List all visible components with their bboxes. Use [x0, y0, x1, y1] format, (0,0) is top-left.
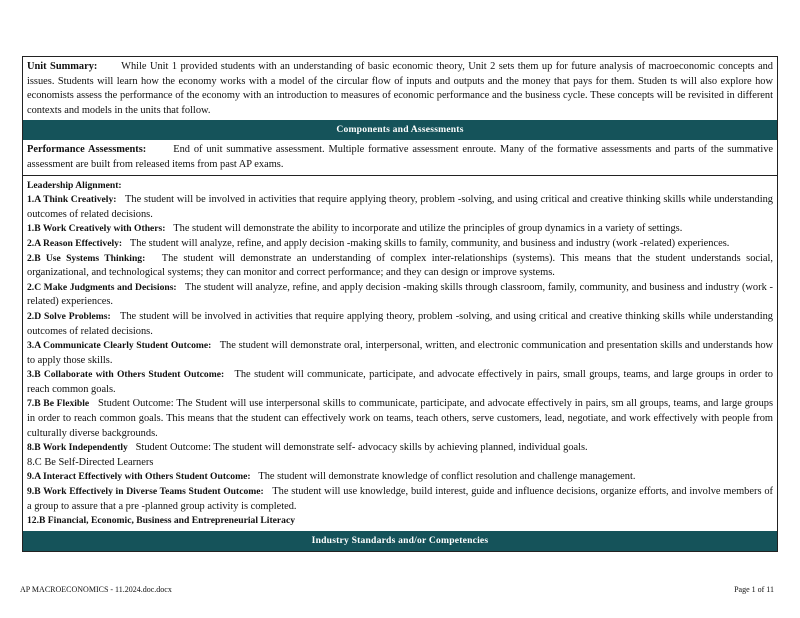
leadership-item-text: The student will communicate, participate, and advocate effectively in pairs, small groups, teams, and large groups in order to reach common goals. — [27, 369, 773, 395]
leadership-item-label: 2.A Reason Effectively: — [27, 237, 123, 249]
leadership-item — [27, 514, 773, 529]
leadership-item-text: Student Outcome: The student will demonstrate self- advocacy skills by achieving planned, individual goals. — [135, 442, 588, 454]
leadership-item — [27, 339, 773, 368]
leadership-item-text: The student will demonstrate the ability to incorporate and utilize the principles of group dynamics in a variety of settings. — [173, 223, 683, 235]
leadership-list — [27, 193, 773, 529]
leadership-item-text: The student will use knowledge, build interest, guide and influence decisions, organize efforts, and involve members of a group to assure that a pre -planned group activity is completed. — [27, 486, 774, 512]
leadership-item — [27, 193, 773, 222]
leadership-item-label: 9.B Work Effectively in Diverse Teams Student Outcome: — [27, 486, 264, 498]
leadership-item — [27, 237, 773, 252]
leadership-item-label: 8.B Work Independently — [27, 442, 128, 454]
leadership-item — [27, 310, 773, 339]
leadership-item-label: 3.B Collaborate with Others Student Outcome: — [27, 369, 225, 381]
leadership-item-label: 1.B Work Creatively with Others: — [27, 223, 166, 235]
performance-cell — [23, 140, 777, 174]
leadership-item-label: 7.B Be Flexible — [27, 398, 90, 410]
leadership-item-label: 12.B Financial, Economic, Business and Entrepreneurial Literacy — [27, 515, 296, 527]
industry-header: Industry Standards and/or Competencies — [23, 531, 777, 551]
leadership-item-label: 2.C Make Judgments and Decisions: — [27, 281, 177, 293]
performance-text: End of unit summative assessment. Multiple formative assessment enroute. Many of the formative assessments and parts of the summative assessment are built from released items from past AP exams. — [27, 144, 774, 170]
leadership-item-label: 3.A Communicate Clearly Student Outcome: — [27, 340, 212, 352]
leadership-cell — [23, 175, 777, 531]
leadership-item-label: 2.D Solve Problems: — [27, 310, 111, 322]
leadership-item-text: 8.C Be Self-Directed Learners — [27, 456, 154, 468]
leadership-item — [27, 485, 773, 514]
leadership-item-text: The student will demonstrate knowledge of conflict resolution and challenge management. — [258, 471, 636, 483]
leadership-item — [27, 281, 773, 310]
footer-page-number: Page 1 of 11 — [734, 585, 774, 594]
leadership-item-text: The student will analyze, refine, and apply decision -making skills to family, community, and business and industry (work -related) experiences. — [129, 237, 730, 249]
leadership-item-text: The student will be involved in activities that require applying theory, problem -solving, and using critical and creative thinking skills while understanding outcomes of related decisions. — [27, 194, 773, 220]
leadership-item-text: The student will be involved in activities that require applying theory, problem -solving, and using critical and creative thinking skills while understanding outcomes of related decisions. — [27, 310, 773, 337]
leadership-item-label: 2.B Use Systems Thinking: — [27, 252, 146, 264]
leadership-item — [27, 397, 773, 441]
leadership-item — [27, 252, 773, 281]
components-header: Components and Assessments — [23, 120, 777, 140]
performance-label: Performance Assessments: — [27, 144, 147, 156]
leadership-item-label: 9.A Interact Effectively with Others Student Outcome: — [27, 471, 251, 483]
unit-summary-label: Unit Summary: — [27, 61, 98, 72]
leadership-item-text: The student will demonstrate an understanding of complex inter-relationships (systems). This means that the student understands social, organizational, and technological systems; they can monitor and correct performance; and they can design or improve systems. — [27, 252, 773, 279]
leadership-item — [27, 441, 773, 456]
leadership-item — [27, 222, 773, 237]
leadership-item — [27, 470, 773, 485]
unit-summary-text: While Unit 1 provided students with an understanding of basic economic theory, Unit 2 sets them up for future analysis of macroeconomic concepts and issues. Students will learn how the economy works with a model of the circular flow of inputs and outputs and the money that pays for them. Studen ts will also explore how economists assess the performance of the economy with an introduction to measures of economic performance and the business cycle. These concepts will be revisited in different contexts and models in the units that follow. — [27, 61, 774, 116]
leadership-title: Leadership Alignment: — [27, 179, 122, 191]
leadership-item-text: The student will demonstrate oral, interpersonal, written, and electronic communication and presentation skills and understands how to apply those skills. — [27, 340, 774, 366]
footer-filename: AP MACROECONOMICS - 11.2024.doc.docx — [20, 585, 172, 594]
unit-summary-cell — [23, 57, 777, 120]
leadership-item-text: The student will analyze, refine, and apply decision -making skills through classroom, family, community, and business and industry (work -related) experiences. — [27, 281, 773, 308]
leadership-item-text: Student Outcome: The Student will use interpersonal skills to communicate, participate, and advocate effectively in pairs, sm all groups, teams, and large groups in order to reach common goals. This means that the student can effectively work on teams, teach others, serve customers, lead, negotiate, and work effectively with people from culturally diverse backgrounds. — [27, 398, 774, 439]
leadership-item — [27, 368, 773, 397]
leadership-item — [27, 456, 773, 471]
document-table — [22, 56, 778, 552]
leadership-item-label: 1.A Think Creatively: — [27, 194, 117, 206]
